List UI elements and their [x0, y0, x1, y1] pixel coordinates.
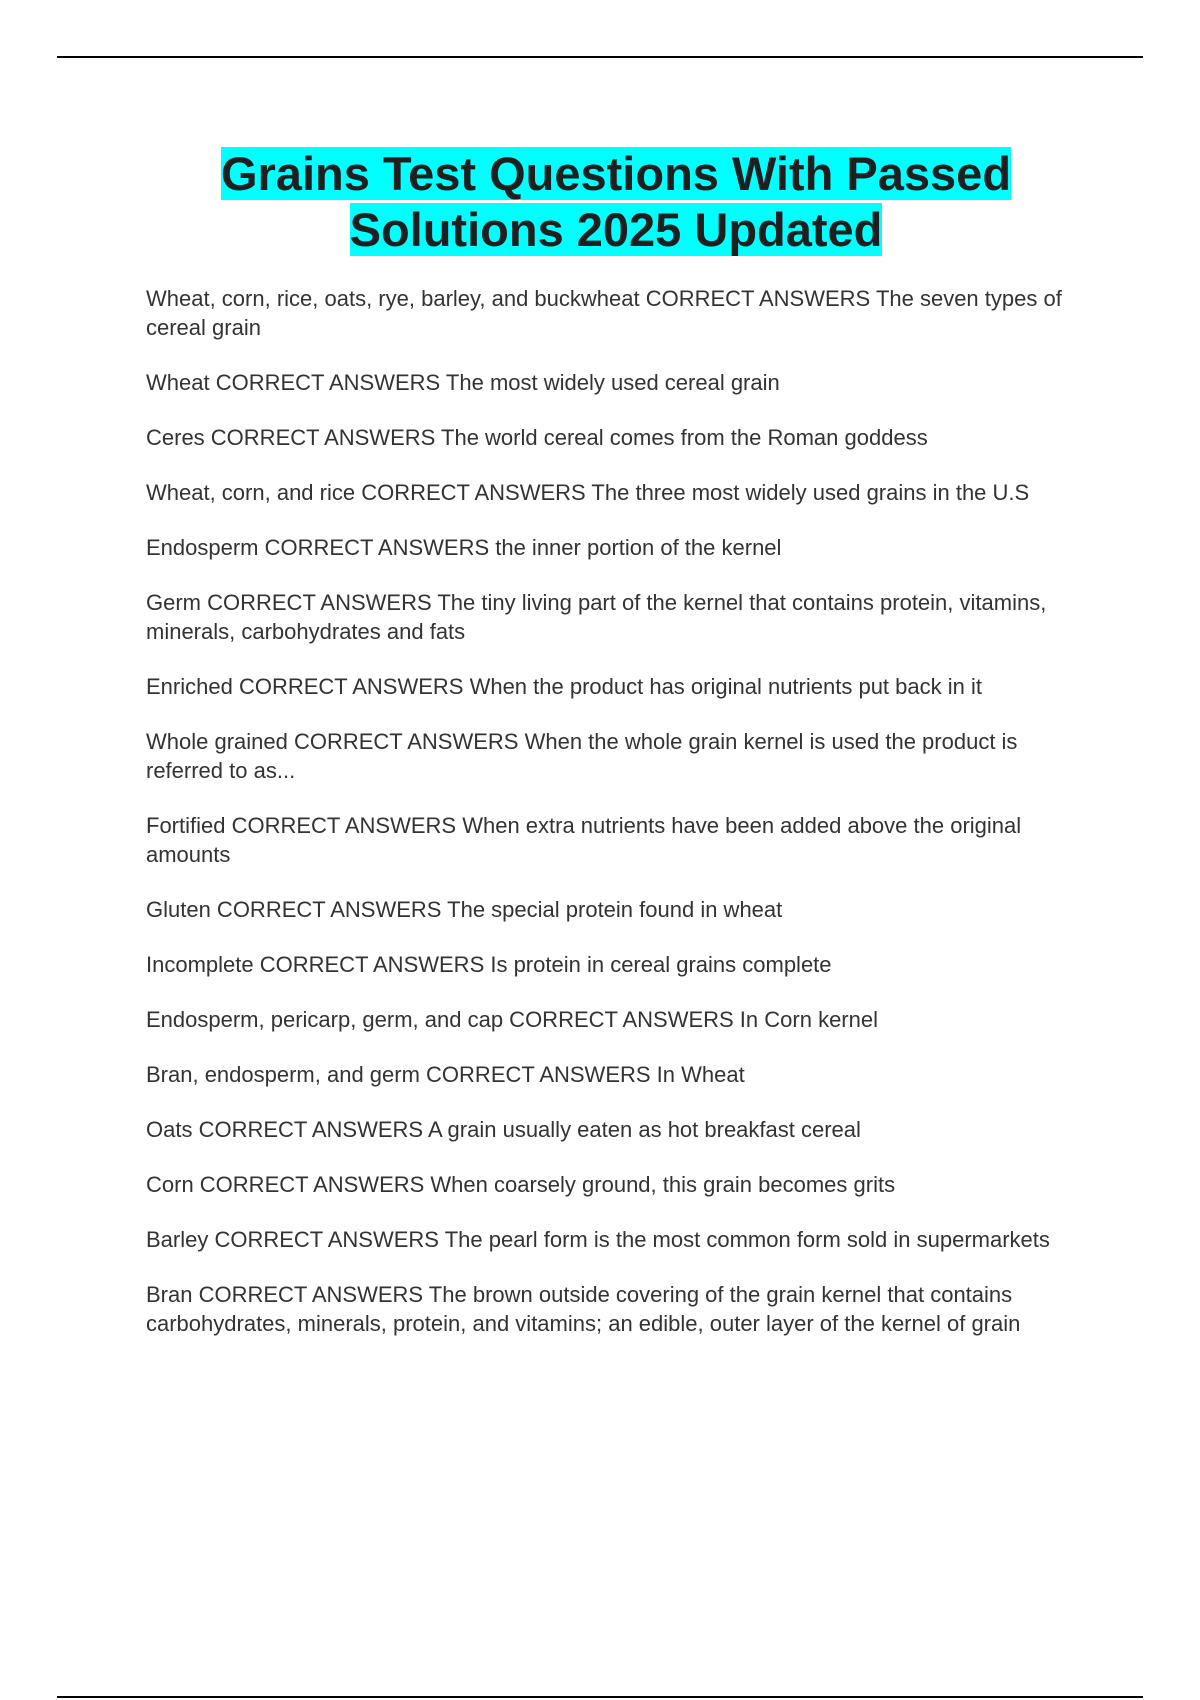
qa-entry: Wheat, corn, rice, oats, rye, barley, and buckwheat CORRECT ANSWERS The seven types of cereal grain — [146, 286, 1062, 340]
qa-entry: Gluten CORRECT ANSWERS The special protein found in wheat — [146, 897, 783, 922]
qa-entry: Wheat, corn, and rice CORRECT ANSWERS The three most widely used grains in the U.S — [146, 480, 1030, 505]
title-line-2: Solutions 2025 Updated — [349, 203, 883, 256]
qa-entry: Endosperm CORRECT ANSWERS the inner portion of the kernel — [146, 535, 782, 560]
qa-entry: Fortified CORRECT ANSWERS When extra nutrients have been added above the original amounts — [146, 813, 1022, 867]
qa-entry: Ceres CORRECT ANSWERS The world cereal comes from the Roman goddess — [146, 425, 928, 450]
qa-entry: Oats CORRECT ANSWERS A grain usually eaten as hot breakfast cereal — [146, 1117, 861, 1142]
qa-list — [146, 284, 1091, 1364]
header-rule — [57, 56, 1143, 58]
qa-entry: Endosperm, pericarp, germ, and cap CORRECT ANSWERS In Corn kernel — [146, 1007, 878, 1032]
qa-entry: Wheat CORRECT ANSWERS The most widely used cereal grain — [146, 370, 780, 395]
title-line-1: Grains Test Questions With Passed — [220, 147, 1012, 200]
qa-entry: Whole grained CORRECT ANSWERS When the whole grain kernel is used the product is referred to as... — [146, 729, 1018, 783]
qa-entry: Enriched CORRECT ANSWERS When the product has original nutrients put back in it — [146, 674, 982, 699]
qa-entry: Incomplete CORRECT ANSWERS Is protein in cereal grains complete — [146, 952, 832, 977]
qa-entry: Barley CORRECT ANSWERS The pearl form is the most common form sold in supermarkets — [146, 1227, 1050, 1252]
qa-entry: Bran CORRECT ANSWERS The brown outside covering of the grain kernel that contains carbohydrates, minerals, protein, and vitamins; an edible, outer layer of the kernel of grain — [146, 1282, 1021, 1336]
qa-entry: Bran, endosperm, and germ CORRECT ANSWERS In Wheat — [146, 1062, 745, 1087]
qa-entry: Corn CORRECT ANSWERS When coarsely ground, this grain becomes grits — [146, 1172, 896, 1197]
document-title — [0, 146, 1200, 258]
qa-entry: Germ CORRECT ANSWERS The tiny living part of the kernel that contains protein, vitamins, minerals, carbohydrates and fats — [146, 590, 1047, 644]
footer-rule — [57, 1696, 1143, 1698]
